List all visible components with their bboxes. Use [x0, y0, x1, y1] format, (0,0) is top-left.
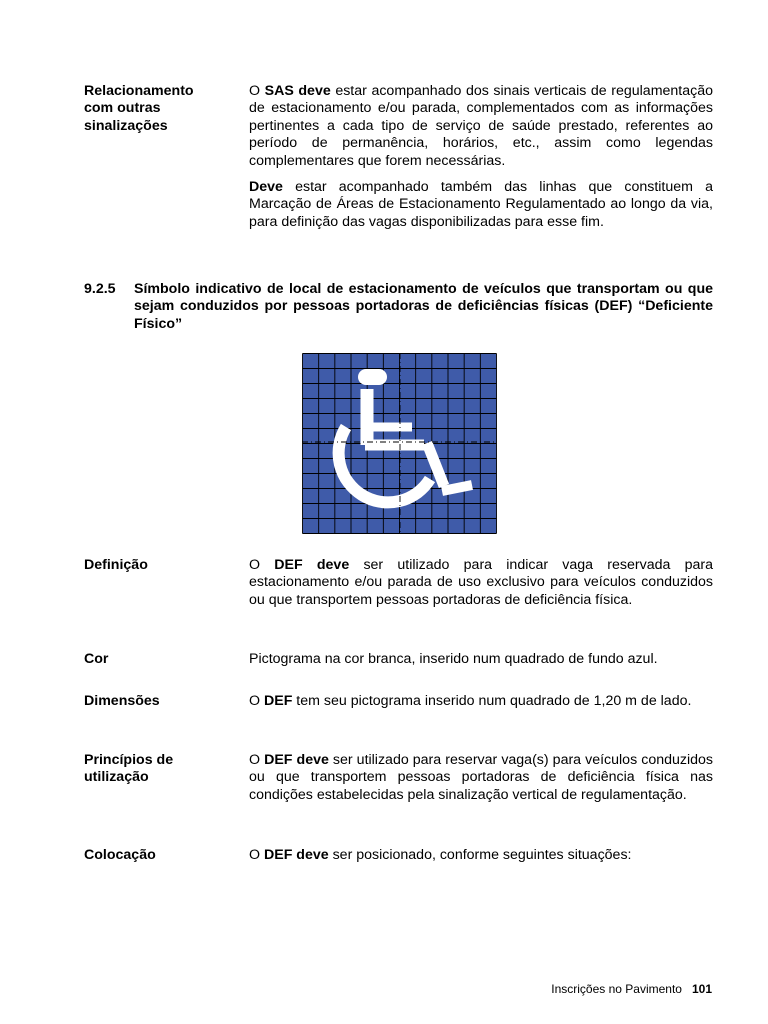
label-definicao: Definição [84, 557, 148, 573]
paragraph [249, 693, 713, 710]
label-line: com outras [84, 100, 161, 117]
content-cor [249, 651, 713, 668]
bold-term: DEF [263, 693, 293, 709]
text: estar acompanhado também das linhas que constituem a Marcação de Áreas de Estacionamento Regulamentado ao longo da via, para definição das vagas disponibilizadas para esse fim. [249, 179, 713, 230]
bold-term: DEF deve [263, 847, 329, 863]
label-relacionamento [84, 83, 234, 135]
page-number: 101 [691, 982, 712, 996]
content-relacionamento [249, 83, 713, 231]
label-cor: Cor [84, 651, 109, 667]
label-colocacao: Colocação [84, 847, 156, 863]
paragraph [249, 847, 713, 864]
content-definicao [249, 557, 713, 609]
footer-title: Inscrições no Pavimento [551, 982, 682, 996]
paragraph: Pictograma na cor branca, inserido num quadrado de fundo azul. [249, 651, 658, 667]
bold-term: DEF deve [264, 752, 329, 768]
bold-term: SAS deve [264, 83, 331, 99]
text: ser posicionado, conforme seguintes situações: [328, 847, 632, 863]
text: estar acompanhado dos sinais verticais de regulamentação de estacionamento e/ou parada, complementados com as informações pertinentes a cada tipo de serviço de saúde prestado, referentes ao período de permanência, horários, etc., assim como legendas complementares que forem necessárias. [249, 83, 714, 169]
label-line: Relacionamento [84, 83, 194, 99]
accessibility-symbol-figure [302, 353, 497, 534]
text: O [249, 752, 265, 768]
text: O [249, 693, 264, 709]
content-colocacao [249, 847, 713, 864]
label-line: Princípios de [84, 752, 174, 768]
paragraph [249, 752, 713, 804]
content-dimensoes [249, 693, 713, 710]
text: ser utilizado para indicar vaga reservada para estacionamento e/ou parada de uso exclusivo para veículos conduzidos ou que transportem pessoas portadoras de deficiência física. [249, 557, 714, 608]
bold-term: DEF deve [274, 557, 350, 573]
label-principios [84, 752, 234, 787]
text: tem seu pictograma inserido num quadrado de 1,20 m de lado. [292, 693, 692, 709]
page-footer [551, 982, 712, 996]
text: O [249, 847, 264, 863]
paragraph [249, 179, 713, 231]
text: O [249, 557, 275, 573]
section-number: 9.2.5 [84, 281, 116, 297]
paragraph [249, 557, 713, 609]
text: ser utilizado para reservar vaga(s) para veículos conduzidos ou que transportem pessoas portadoras de deficiência física nas condições estabelecidas pela sinalização vertical de regulamentação. [249, 752, 713, 803]
wheelchair-accessibility-symbol-icon [302, 353, 497, 534]
content-principios [249, 752, 713, 804]
bold-term: Deve [249, 179, 283, 196]
label-line: sinalizações [84, 117, 168, 134]
text: O [249, 83, 265, 99]
label-line: utilização [84, 769, 149, 786]
section-title: Símbolo indicativo de local de estacionamento de veículos que transportam ou que sejam conduzidos por pessoas portadoras de deficiências físicas (DEF) “Deficiente Físico” [134, 281, 713, 332]
label-dimensoes: Dimensões [84, 693, 160, 709]
paragraph [249, 83, 713, 170]
